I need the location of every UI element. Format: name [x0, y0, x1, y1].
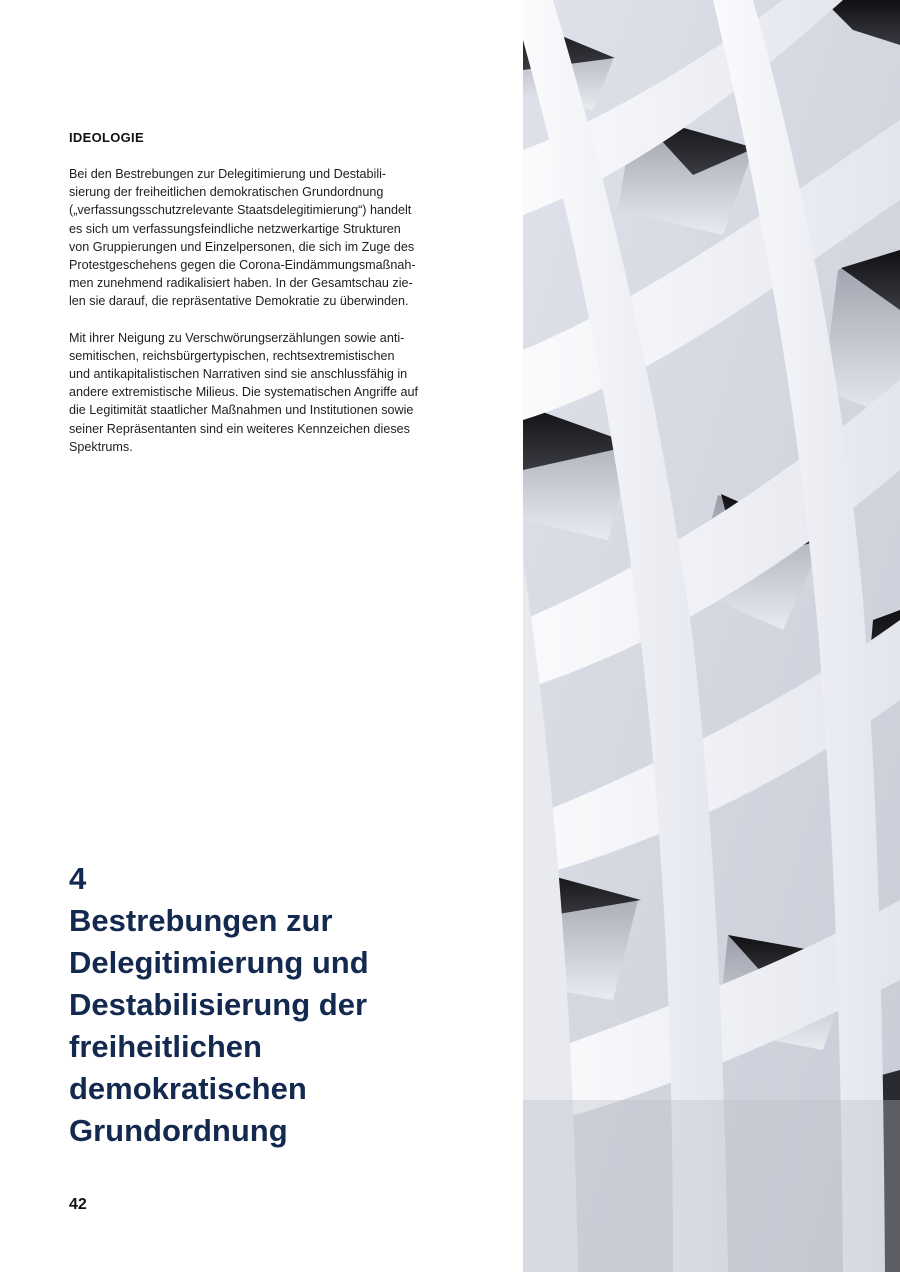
- chapter-title: Bestrebungen zur Delegitimierung und Destabilisierung der freiheitlichen demokratischen Grundordnung: [69, 903, 369, 1148]
- page-number: 42: [69, 1196, 87, 1213]
- architecture-photo: [523, 0, 900, 1272]
- paragraph-2: Mit ihrer Neigung zu Verschwörungserzählungen sowie anti- semitischen, reichsbürgertypischen, rechtsextremistischen und antikapitalistischen Narrativen sind sie anschlussfähig in andere extremistische Milieus. Die systematischen Angriffe auf die Legitimität staatlicher Maßnahmen und Institutionen sowie seiner Repräsentanten sind ein weiteres Kennzeichen dieses Spektrums.: [69, 330, 419, 454]
- lattice-structure-image: [523, 0, 900, 1272]
- section-label: IDEOLOGIE: [69, 130, 144, 145]
- chapter-heading: [69, 858, 509, 1152]
- text-column: [69, 130, 449, 474]
- chapter-number: 4: [69, 861, 87, 896]
- paragraph-1: Bei den Bestrebungen zur Delegitimierung und Destabili- sierung der freiheitlichen demokratischen Grundordnung („verfassungsschutzrelevante Staatsdelegitimierung“) handelt es sich um verfassungsfeindliche netzwerkartige Strukturen von Gruppierungen und Einzelpersonen, die sich im Zuge des Protestgeschehens gegen die Corona-Eindämmungsmaßnah- men zunehmend radikalisiert haben. In der Gesamtschau zie- len sie darauf, die repräsentative Demokratie zu überwinden.: [69, 167, 416, 309]
